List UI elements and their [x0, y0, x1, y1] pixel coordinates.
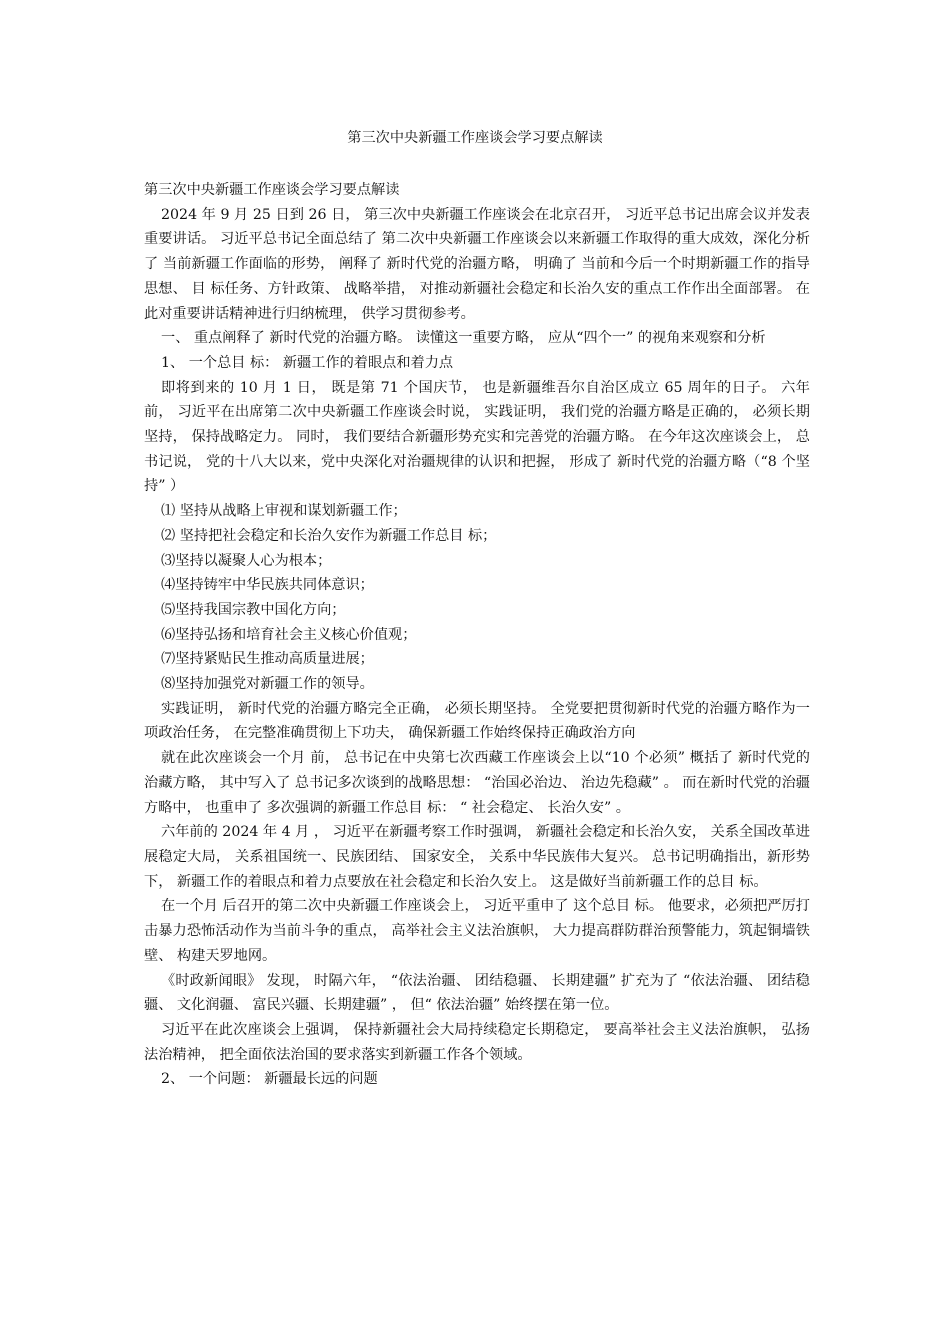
paragraph: 就在此次座谈会一个月 前， 总书记在中央第七次西藏工作座谈会上以“10 个必须” 概括了 新时代党的治藏方略， 其中写入了 总书记多次谈到的战略思想： “治国必治边、 治边先稳藏” 。 而在新时代党的治疆方略中， 也重申了 多次强调的新疆工作总目 标： “ 社会稳定、 长治久安” 。: [144, 750, 810, 816]
list-item: ⑻坚持加强党对新疆工作的领导。: [161, 676, 374, 693]
paragraph: 六年前的 2024 年 4 月 ， 习近平在新疆考察工作时强调， 新疆社会稳定和长治久安， 关系全国改革进展稳定大局， 关系祖国统一、民族团结、 国家安全， 关系中华民族伟大复兴。 总书记明确指出，新形势下， 新疆工作的着眼点和着力点要放在社会稳定和长治久安上。 这是做好当前新疆工作的总目 标。: [144, 824, 810, 890]
paragraph: 习近平在此次座谈会上强调， 保持新疆社会大局持续稳定长期稳定， 要高举社会主义法治旗帜， 弘扬法治精神， 把全面依法治国的要求落实到新疆工作各个领域。: [144, 1021, 810, 1063]
list-item: ⑸坚持我国宗教中国化方向；: [161, 601, 346, 618]
list-item: ⑺坚持紧贴民生推动高质量进展；: [161, 651, 374, 668]
list-item: ⑶坚持以凝聚人心为根本；: [161, 552, 332, 569]
document-title: 第三次中央新疆工作座谈会学习要点解读: [347, 130, 603, 146]
document-body: [144, 178, 810, 1092]
paragraph: 实践证明， 新时代党的治疆方略完全正确， 必须长期坚持。 全党要把贯彻新时代党的治疆方略作为一项政治任务， 在完整准确贯彻上下功夫， 确保新疆工作始终保持正确政治方向: [144, 700, 810, 742]
list-item: ⑹坚持弘扬和培育社会主义核心价值观；: [161, 626, 417, 643]
paragraph-intro: 2024 年 9 月 25 日到 26 日， 第三次中央新疆工作座谈会在北京召开， 习近平总书记出席会议并发表重要讲话。 习近平总书记全面总结了 第二次中央新疆工作座谈会以来新疆工作取得的重大成效，深化分析了 当前新疆工作面临的形势， 阐释了 新时代党的治疆方略， 明确了 当前和今后一个时期新疆工作的指导思想、 目 标任务、方针政策、 战略举措， 对推动新疆社会稳定和长治久安的重点工作作出全面部署。 在此对重要讲话精神进行归纳梳理， 供学习贯彻参考。: [144, 206, 810, 322]
list-item: ⑴ 坚持从战略上审视和谋划新疆工作；: [161, 503, 407, 520]
list-item: ⑵ 坚持把社会稳定和长治久安作为新疆工作总目 标；: [161, 527, 497, 544]
paragraph: 《时政新闻眼》 发现， 时隔六年， “依法治疆、 团结稳疆、 长期建疆” 扩充为了 “依法治疆、 团结稳疆、 文化润疆、 富民兴疆、长期建疆” ， 但“ 依法治疆” 始终摆在第一位。: [144, 972, 810, 1014]
paragraph-heading: 第三次中央新疆工作座谈会学习要点解读: [144, 182, 400, 198]
paragraph: 在一个月 后召开的第二次中央新疆工作座谈会上， 习近平重申了 这个总目 标。 他要求，必须把严厉打击暴力恐怖活动作为当前斗争的重点， 高举社会主义法治旗帜， 大力提高群防群治预警能力，筑起铜墙铁壁、 构建天罗地网。: [144, 898, 810, 964]
section-heading-1: 一、 重点阐释了 新时代党的治疆方略。 读懂这一重要方略， 应从“四个一” 的视角来观察和分析: [161, 330, 766, 347]
paragraph: 即将到来的 10 月 1 日， 既是第 71 个国庆节， 也是新疆维吾尔自治区成立 65 周年的日子。 六年前， 习近平在出席第二次中央新疆工作座谈会时说， 实践证明， 我们党的治疆方略是正确的， 必须长期坚持， 保持战略定力。 同时， 我们要结合新疆形势充实和完善党的治疆方略。 在今年这次座谈会上， 总书记说， 党的十八大以来，党中央深化对治疆规律的认识和把握， 形成了 新时代党的治疆方略（“8 个坚持” ）: [144, 379, 810, 495]
subsection-heading-1: 1、 一个总目 标： 新疆工作的着眼点和着力点: [161, 354, 454, 371]
subsection-heading-2: 2、 一个问题： 新疆最长远的问题: [161, 1071, 378, 1088]
list-item: ⑷坚持铸牢中华民族共同体意识；: [161, 577, 374, 594]
